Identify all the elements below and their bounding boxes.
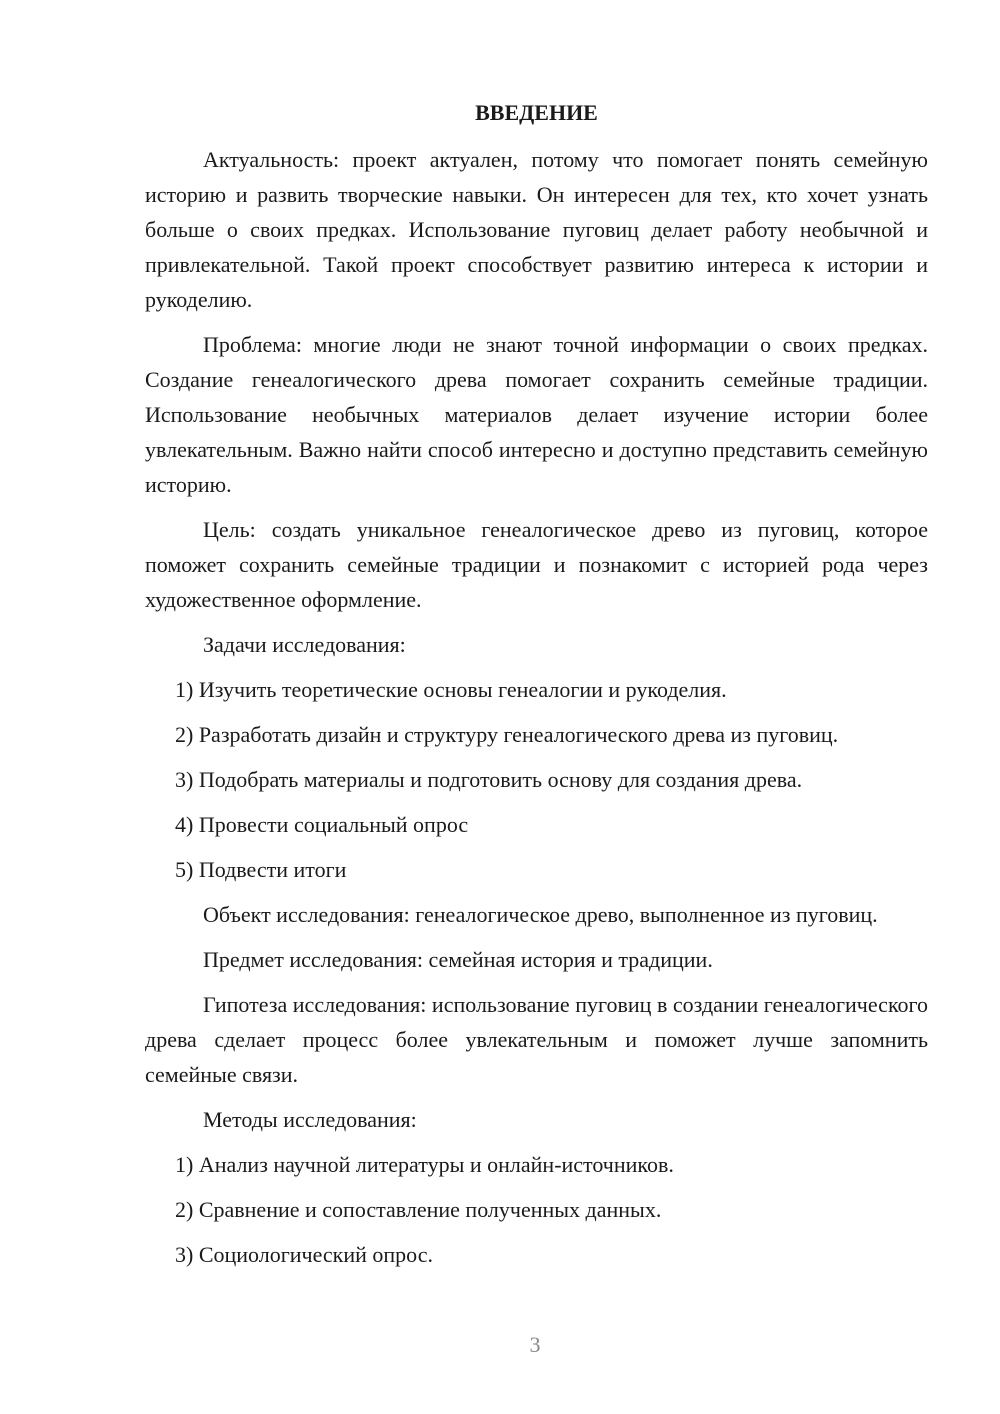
task-item-1: 1) Изучить теоретические основы генеалогии и рукоделия. (175, 677, 727, 702)
problem-paragraph: Проблема: многие люди не знают точной информации о своих предках. Создание генеалогического древа помогает сохранить семейные традиции. Использование необычных материалов делает изучение истории более увлекательным. Важно найти способ интересно и доступно представить семейную историю. (145, 332, 928, 497)
methods-heading: Методы исследования: (203, 1107, 417, 1132)
page-number: 3 (529, 1332, 541, 1357)
method-item-1: 1) Анализ научной литературы и онлайн-источников. (175, 1152, 674, 1177)
hypothesis-paragraph: Гипотеза исследования: использование пуговиц в создании генеалогического древа сделает процесс более увлекательным и поможет лучше запомнить семейные связи. (145, 992, 928, 1087)
relevance-paragraph: Актуальность: проект актуален, потому что помогает понять семейную историю и развить творческие навыки. Он интересен для тех, кто хочет узнать больше о своих предках. Использование пуговиц делает работу необычной и привлекательной. Такой проект способствует развитию интереса к истории и рукоделию. (145, 147, 928, 312)
methods-list (145, 1147, 928, 1272)
tasks-heading: Задачи исследования: (203, 632, 406, 657)
tasks-list (145, 672, 928, 887)
task-item-2: 2) Разработать дизайн и структуру генеалогического древа из пуговиц. (175, 722, 839, 747)
goal-paragraph: Цель: создать уникальное генеалогическое древо из пуговиц, которое поможет сохранить семейные традиции и познакомит с историей рода через художественное оформление. (145, 517, 928, 612)
page-title: ВВЕДЕНИЕ (475, 100, 598, 125)
subject-paragraph: Предмет исследования: семейная история и традиции. (203, 947, 713, 972)
object-paragraph: Объект исследования: генеалогическое древо, выполненное из пуговиц. (203, 902, 878, 927)
task-item-5: 5) Подвести итоги (175, 857, 347, 882)
method-item-3: 3) Социологический опрос. (175, 1242, 433, 1267)
document-page (145, 95, 928, 1282)
task-item-3: 3) Подобрать материалы и подготовить основу для создания древа. (175, 767, 803, 792)
task-item-4: 4) Провести социальный опрос (175, 812, 469, 837)
method-item-2: 2) Сравнение и сопоставление полученных данных. (175, 1197, 662, 1222)
